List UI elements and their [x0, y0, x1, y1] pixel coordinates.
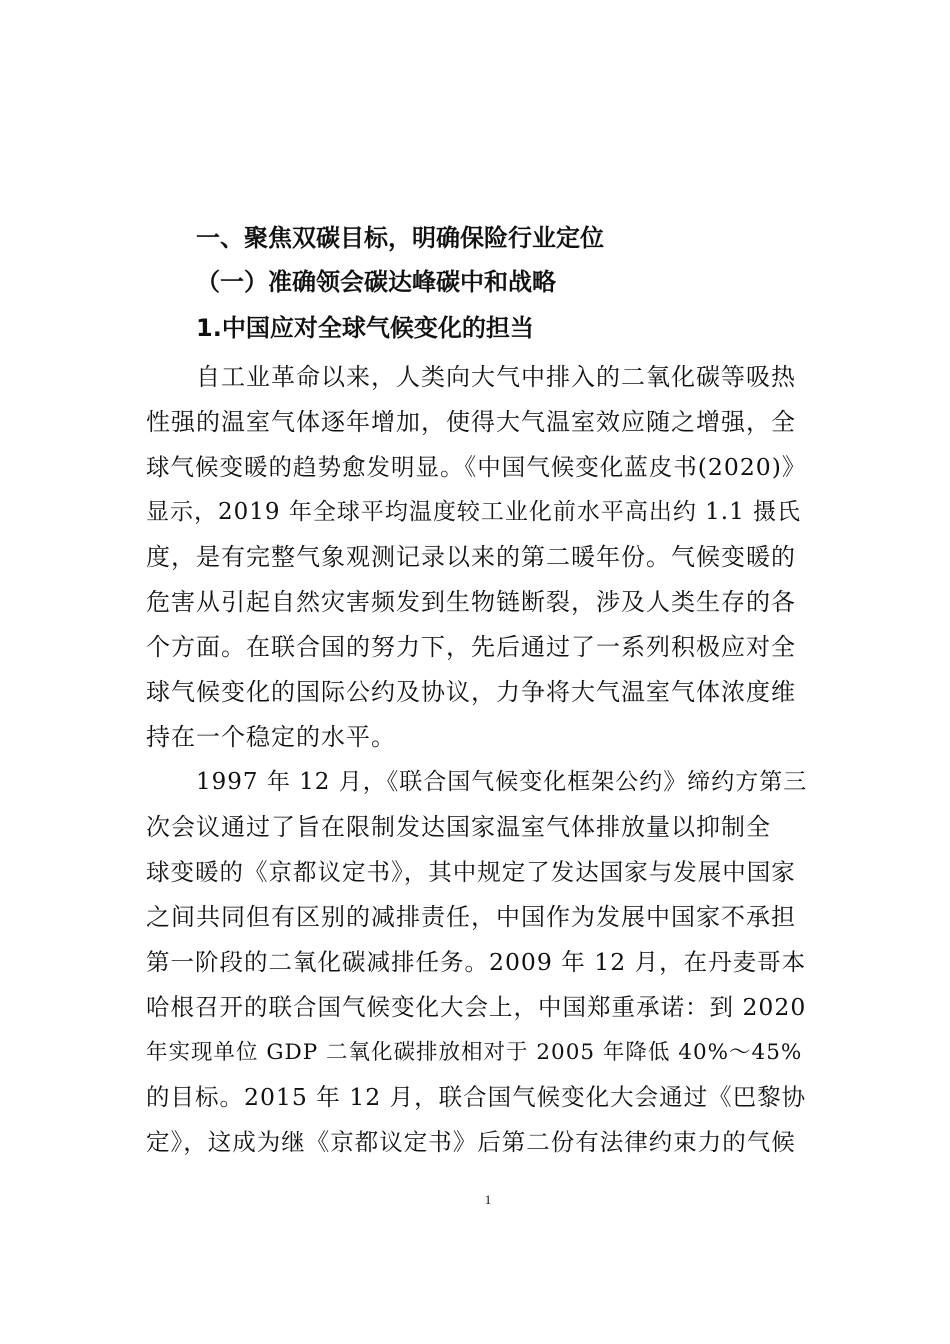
paragraph-line: 哈根召开的联合国气候变化大会上，中国郑重承诺：到 2020 [146, 993, 807, 1021]
section-heading: 一、聚焦双碳目标，明确保险行业定位 [196, 224, 604, 252]
paragraph-line: 球气候变化的国际公约及协议，力争将大气温室气体浓度维 [146, 678, 796, 706]
paragraph-line: 1997 年 12 月，《联合国气候变化框架公约》缔约方第三 [196, 769, 808, 795]
paragraph-line: 球变暖的《京都议定书》，其中规定了发达国家与发展中国家 [146, 858, 796, 886]
paragraph-line: 之间共同但有区别的减排责任，中国作为发展中国家不承担 [146, 903, 796, 931]
page-number: 1 [484, 1192, 492, 1207]
paragraph-line: 年实现单位 GDP 二氧化碳排放相对于 2005 年降低 40%～45% [146, 1040, 803, 1065]
paragraph-kyoto-paris [146, 760, 808, 1165]
paragraph-line: 个方面。在联合国的努力下，先后通过了一系列积极应对全 [146, 633, 796, 661]
paragraph-line: 危害从引起自然灾害频发到生物链断裂，涉及人类生存的各 [146, 588, 796, 616]
paragraph-climate-warming [146, 355, 808, 760]
paragraph-line: 第一阶段的二氧化碳减排任务。2009 年 12 月，在丹麦哥本 [146, 948, 807, 976]
paragraph-line: 自工业革命以来，人类向大气中排入的二氧化碳等吸热 [196, 363, 796, 391]
paragraph-line: 次会议通过了旨在限制发达国家温室气体排放量以抑制全 [146, 813, 771, 841]
paragraph-line: 的目标。2015 年 12 月，联合国气候变化大会通过《巴黎协 [146, 1083, 807, 1111]
paragraph-line: 性强的温室气体逐年增加，使得大气温室效应随之增强，全 [146, 408, 796, 436]
sub-subsection-heading: 1.中国应对全球气候变化的担当 [196, 314, 534, 342]
paragraph-line: 显示，2019 年全球平均温度较工业化前水平高出约 1.1 摄氏 [146, 499, 802, 525]
paragraph-line: 度，是有完整气象观测记录以来的第二暖年份。气候变暖的 [146, 543, 796, 571]
paragraph-line: 持在一个稳定的水平。 [146, 723, 396, 751]
subsection-heading: （一）准确领会碳达峰碳中和战略 [196, 268, 556, 296]
paragraph-line: 定》，这成为继《京都议定书》后第二份有法律约束力的气候 [146, 1128, 796, 1156]
paragraph-line: 球气候变暖的趋势愈发明显。《中国气候变化蓝皮书(2020)》 [146, 453, 807, 481]
